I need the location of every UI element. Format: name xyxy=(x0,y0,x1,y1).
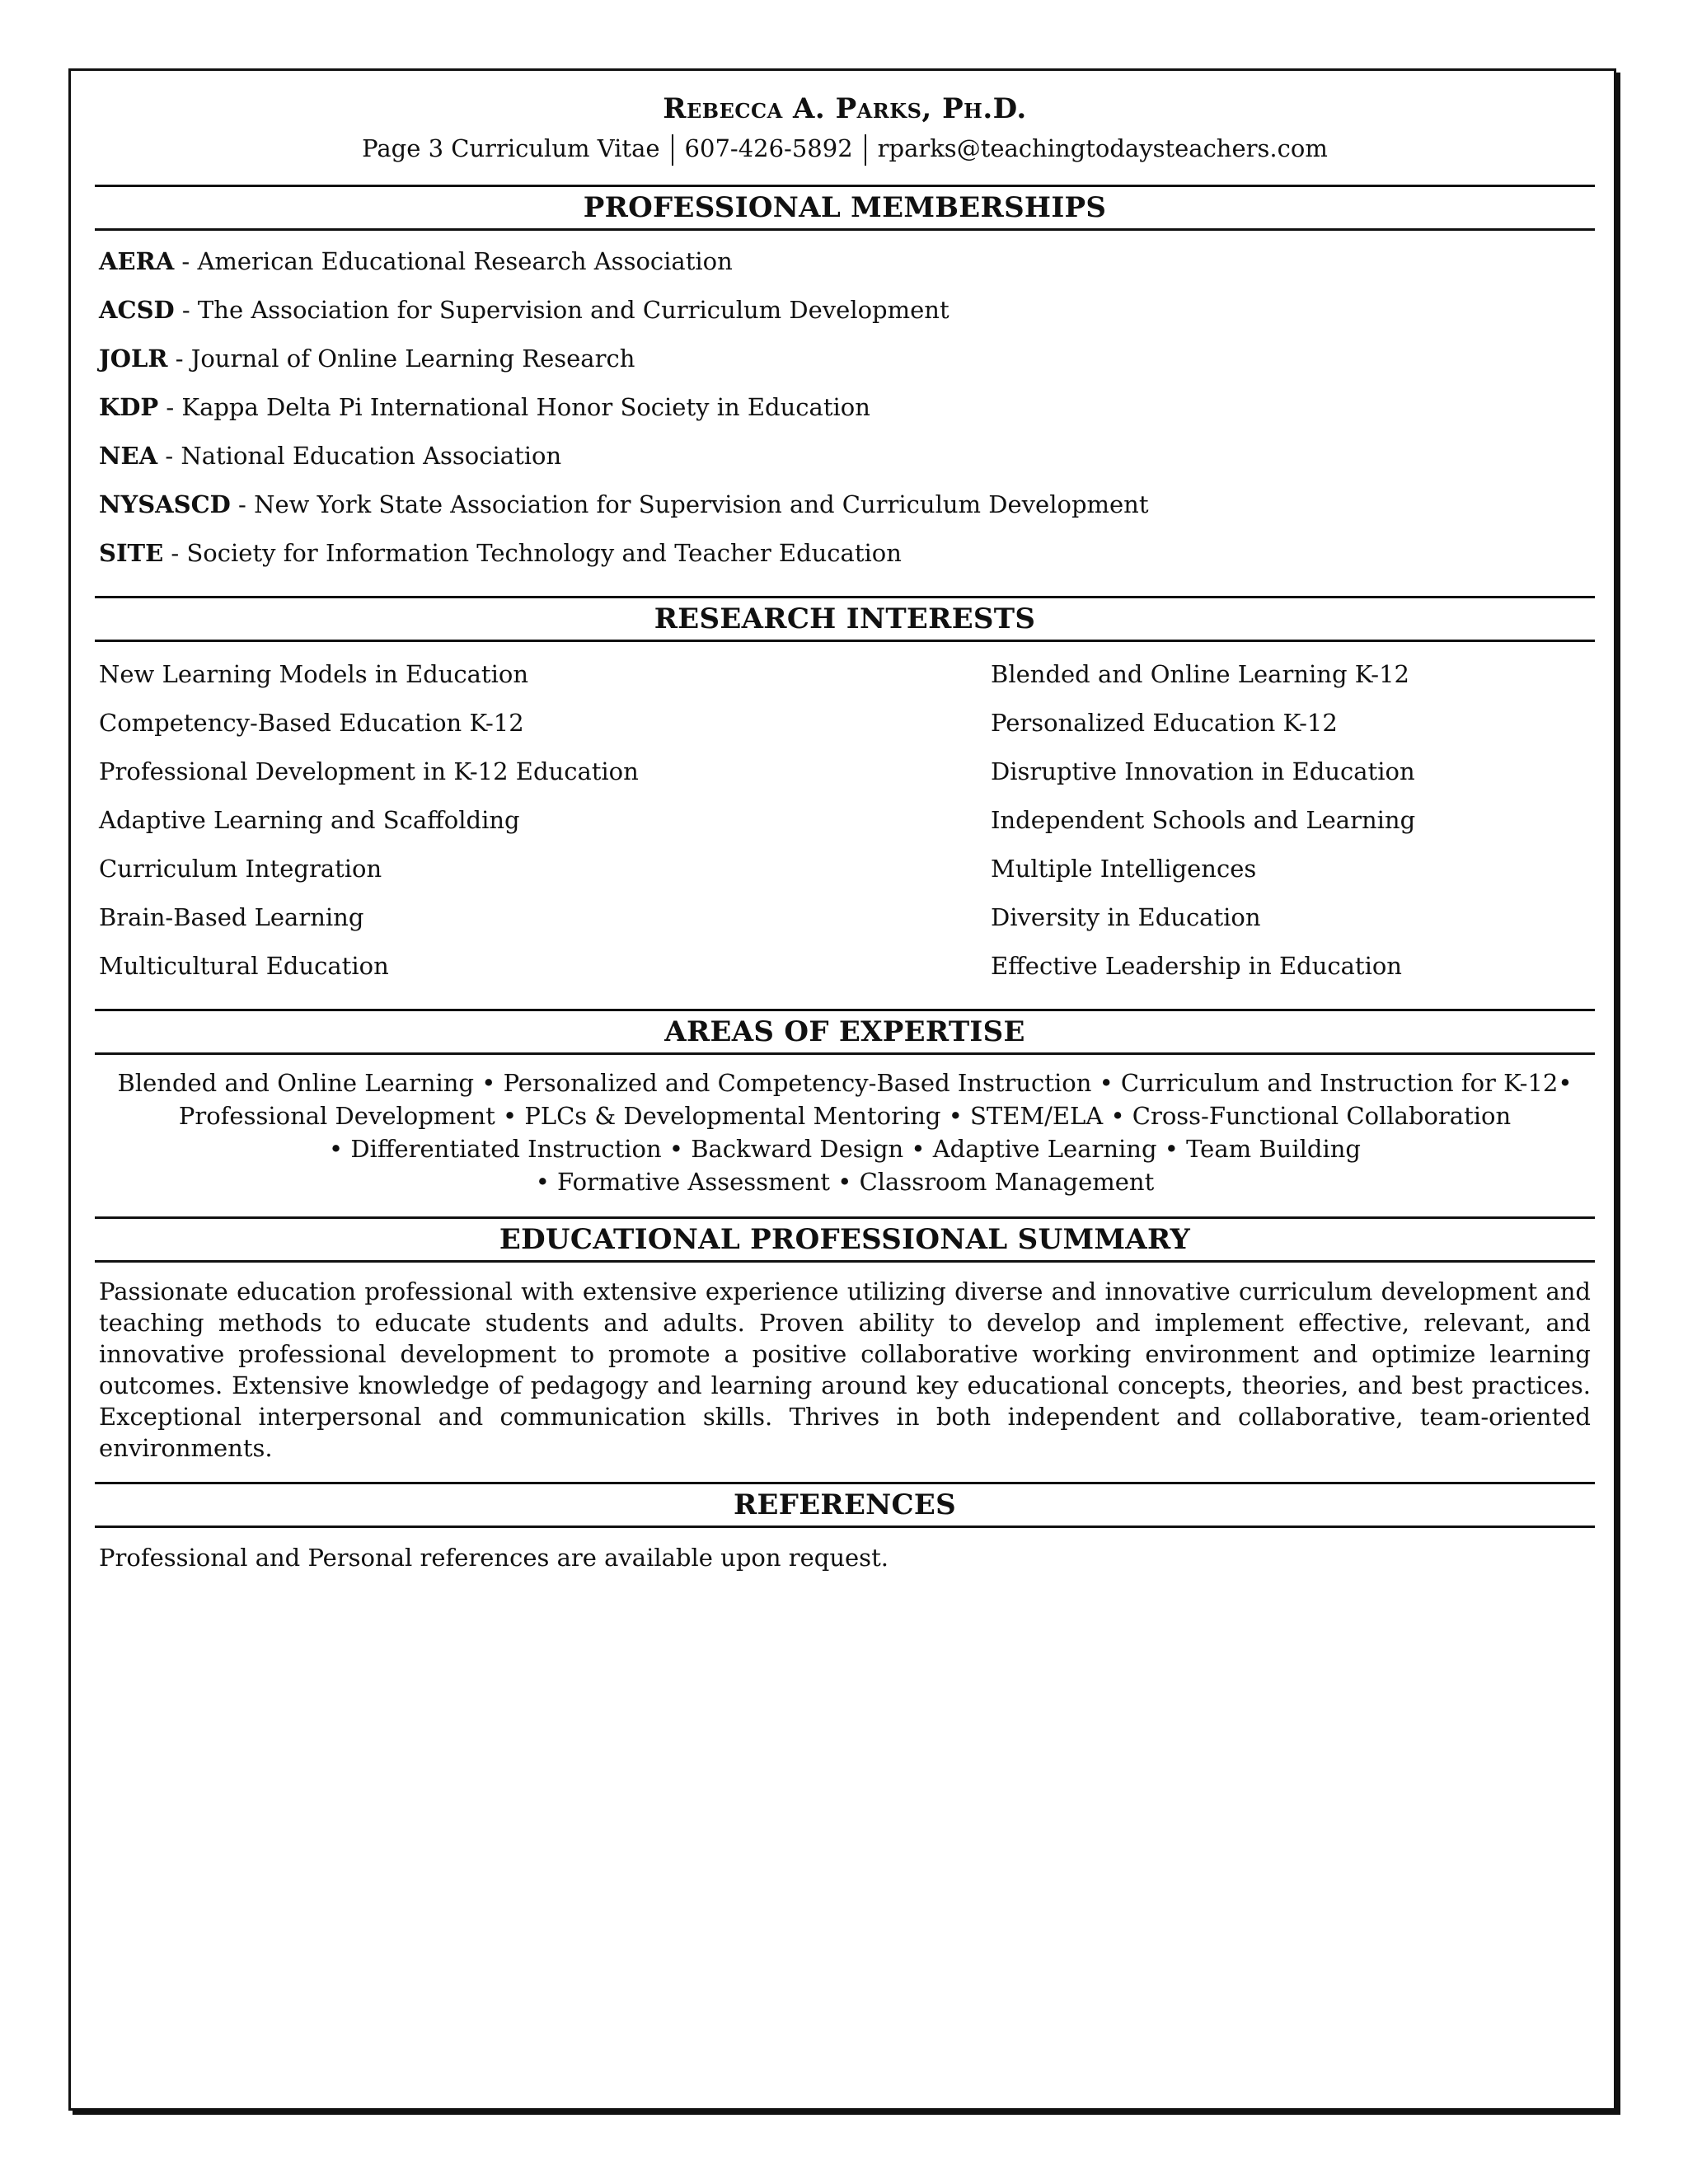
membership-item xyxy=(99,286,1591,335)
research-item: Effective Leadership in Education xyxy=(991,952,1402,980)
membership-abbr: NEA xyxy=(99,442,158,470)
membership-abbr: ACSD xyxy=(99,296,175,324)
research-item: Disruptive Innovation in Education xyxy=(991,757,1415,785)
membership-abbr: JOLR xyxy=(99,344,168,373)
references-text: Professional and Personal references are available upon request. xyxy=(99,1544,889,1572)
expertise-line: Professional Development • PLCs & Developmental Mentoring • STEM/ELA • Cross-Functional Collaboration xyxy=(178,1102,1512,1130)
expertise-line: Blended and Online Learning • Personalized and Competency-Based Instruction • Curriculum and Instruction for K-12• xyxy=(117,1069,1573,1097)
membership-desc: - The Association for Supervision and Curriculum Development xyxy=(174,296,950,324)
membership-abbr: SITE xyxy=(99,539,164,567)
membership-desc: - American Educational Research Association xyxy=(174,247,733,275)
summary-section xyxy=(95,1216,1595,1464)
research-interests xyxy=(95,642,1595,991)
membership-item xyxy=(99,335,1591,383)
contact-divider xyxy=(865,134,866,166)
membership-abbr: NYSASCD xyxy=(99,490,231,518)
membership-abbr: AERA xyxy=(99,247,175,275)
references-title: REFERENCES xyxy=(95,1482,1595,1528)
research-item: Blended and Online Learning K-12 xyxy=(991,660,1409,688)
membership-desc: - Society for Information Technology and Teacher Education xyxy=(163,539,902,567)
expertise-line: • Differentiated Instruction • Backward Design • Adaptive Learning • Team Building xyxy=(329,1135,1361,1163)
expertise-line: • Formative Assessment • Classroom Management xyxy=(535,1168,1155,1196)
research-column-right xyxy=(991,650,1591,991)
membership-desc: - New York State Association for Supervision and Curriculum Development xyxy=(230,490,1149,518)
contact-email: rparks@teachingtodaysteachers.com xyxy=(877,134,1328,162)
membership-desc: - Kappa Delta Pi International Honor Society in Education xyxy=(158,393,870,421)
membership-item xyxy=(99,529,1591,578)
research-item: Adaptive Learning and Scaffolding xyxy=(99,806,520,834)
candidate-name: Rebecca A. Parks, Ph.D. xyxy=(663,92,1027,125)
memberships-list xyxy=(95,231,1595,578)
research-title: RESEARCH INTERESTS xyxy=(95,596,1595,642)
memberships-section xyxy=(95,185,1595,578)
summary-text: Passionate education professional with extensive experience utilizing diverse and innovative curriculum development and teaching methods to educate students and adults. Proven ability to develop and implement effective, relevant, and innovative professional development to promote a positive collaborative working environment and optimize learning outcomes. Extensive knowledge of pedagogy and learning around key educational concepts, theories, and best practices. Exceptional interpersonal and communication skills. Thrives in both independent and collaborative, team-oriented environments. xyxy=(99,1277,1591,1462)
contact-divider xyxy=(672,134,673,166)
research-item: Independent Schools and Learning xyxy=(991,806,1416,834)
research-section xyxy=(95,596,1595,991)
membership-item xyxy=(99,383,1591,432)
expertise-title: AREAS OF EXPERTISE xyxy=(95,1009,1595,1055)
research-item: Multiple Intelligences xyxy=(991,855,1257,883)
membership-desc: - Journal of Online Learning Research xyxy=(167,344,635,373)
expertise-section xyxy=(95,1009,1595,1198)
memberships-title: PROFESSIONAL MEMBERSHIPS xyxy=(95,185,1595,231)
resume-header xyxy=(95,91,1595,166)
membership-item xyxy=(99,237,1591,286)
research-column-left xyxy=(99,650,991,991)
membership-abbr: KDP xyxy=(99,393,159,421)
membership-item xyxy=(99,480,1591,529)
summary-title: EDUCATIONAL PROFESSIONAL SUMMARY xyxy=(95,1216,1595,1263)
contact-page: Page 3 Curriculum Vitae xyxy=(362,134,660,162)
contact-line xyxy=(95,130,1595,166)
research-item: Multicultural Education xyxy=(99,952,389,980)
membership-desc: - National Education Association xyxy=(157,442,562,470)
contact-phone: 607-426-5892 xyxy=(684,134,853,162)
expertise-list xyxy=(95,1055,1595,1198)
research-item: New Learning Models in Education xyxy=(99,660,528,688)
research-item: Curriculum Integration xyxy=(99,855,382,883)
resume-content xyxy=(95,82,1595,1574)
research-item: Competency-Based Education K-12 xyxy=(99,709,524,737)
research-item: Brain-Based Learning xyxy=(99,903,364,931)
references-section xyxy=(95,1482,1595,1574)
research-item: Personalized Education K-12 xyxy=(991,709,1338,737)
research-item: Diversity in Education xyxy=(991,903,1261,931)
membership-item xyxy=(99,432,1591,480)
research-item: Professional Development in K-12 Education xyxy=(99,757,639,785)
